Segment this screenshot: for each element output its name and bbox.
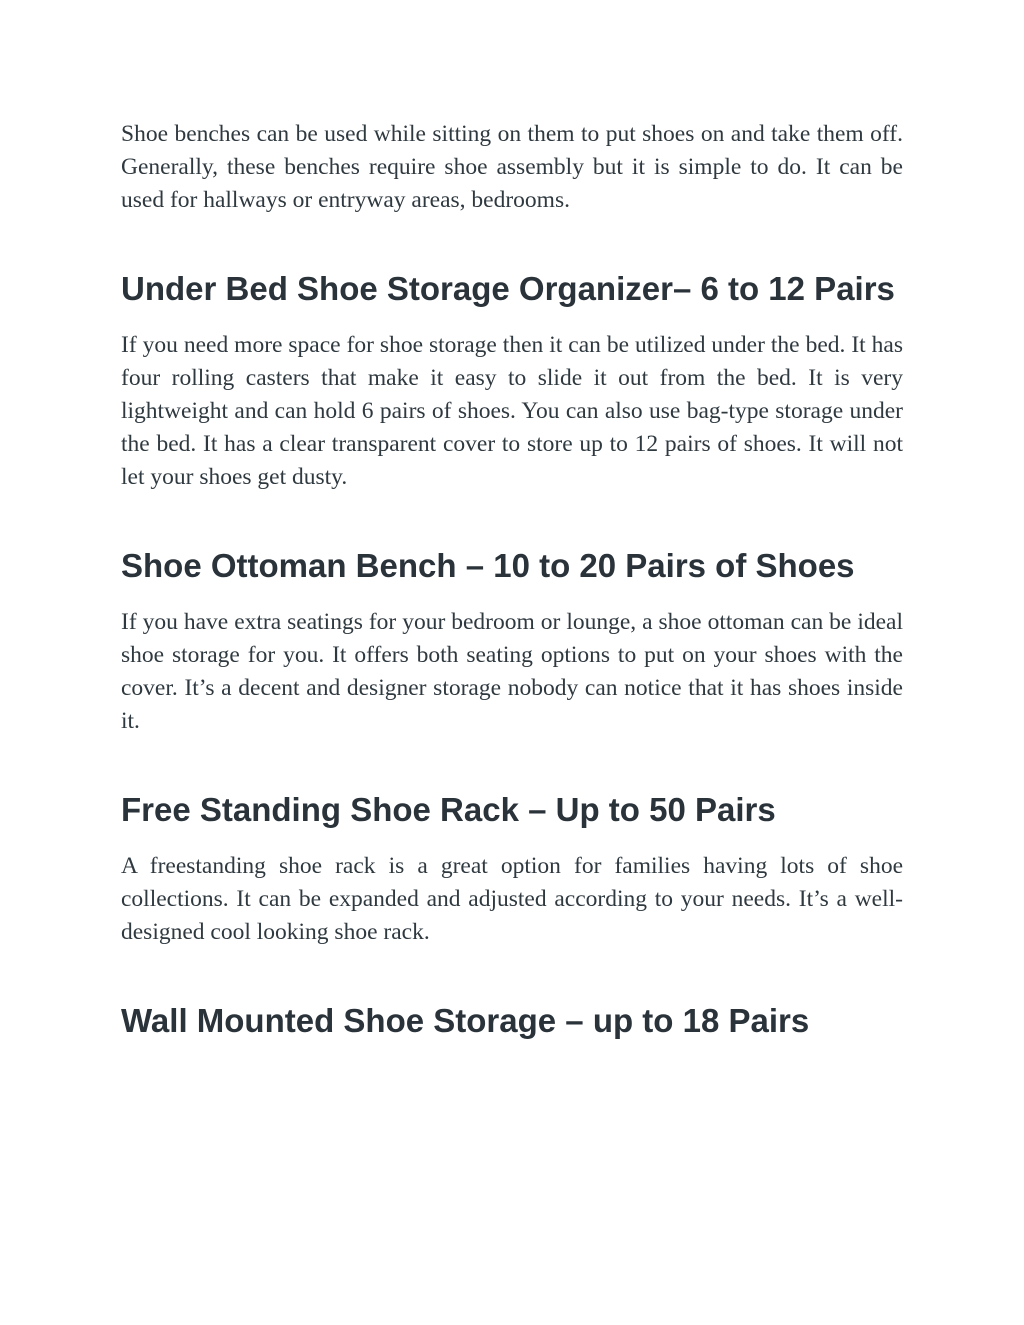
heading-shoe-ottoman-bench: Shoe Ottoman Bench – 10 to 20 Pairs of Shoes bbox=[121, 547, 855, 584]
paragraph-free-standing-rack: A freestanding shoe rack is a great option for families having lots of shoe collections. It can be expanded and adjusted according to your needs. It’s a well-designed cool looking shoe rack. bbox=[121, 853, 903, 945]
heading-wall-mounted-storage: Wall Mounted Shoe Storage – up to 18 Pairs bbox=[121, 1002, 810, 1039]
heading-under-bed-storage: Under Bed Shoe Storage Organizer– 6 to 12 Pairs bbox=[121, 270, 895, 307]
paragraph-shoe-ottoman-bench: If you have extra seatings for your bedroom or lounge, a shoe ottoman can be ideal shoe storage for you. It offers both seating options to put on your shoes with the cover. It’s a decent and designer storage nobody can notice that it has shoes inside it. bbox=[121, 609, 903, 734]
intro-paragraph: Shoe benches can be used while sitting on them to put shoes on and take them off. Generally, these benches require shoe assembly but it is simple to do. It can be used for hallways or entryway areas, bedrooms. bbox=[121, 121, 903, 213]
paragraph-under-bed-storage: If you need more space for shoe storage then it can be utilized under the bed. It has four rolling casters that make it easy to slide it out from the bed. It is very lightweight and can hold 6 pairs of shoes. You can also use bag-type storage under the bed. It has a clear transparent cover to store up to 12 pairs of shoes. It will not let your shoes get dusty. bbox=[121, 332, 903, 490]
document-page bbox=[121, 118, 903, 1042]
heading-free-standing-rack: Free Standing Shoe Rack – Up to 50 Pairs bbox=[121, 791, 776, 828]
